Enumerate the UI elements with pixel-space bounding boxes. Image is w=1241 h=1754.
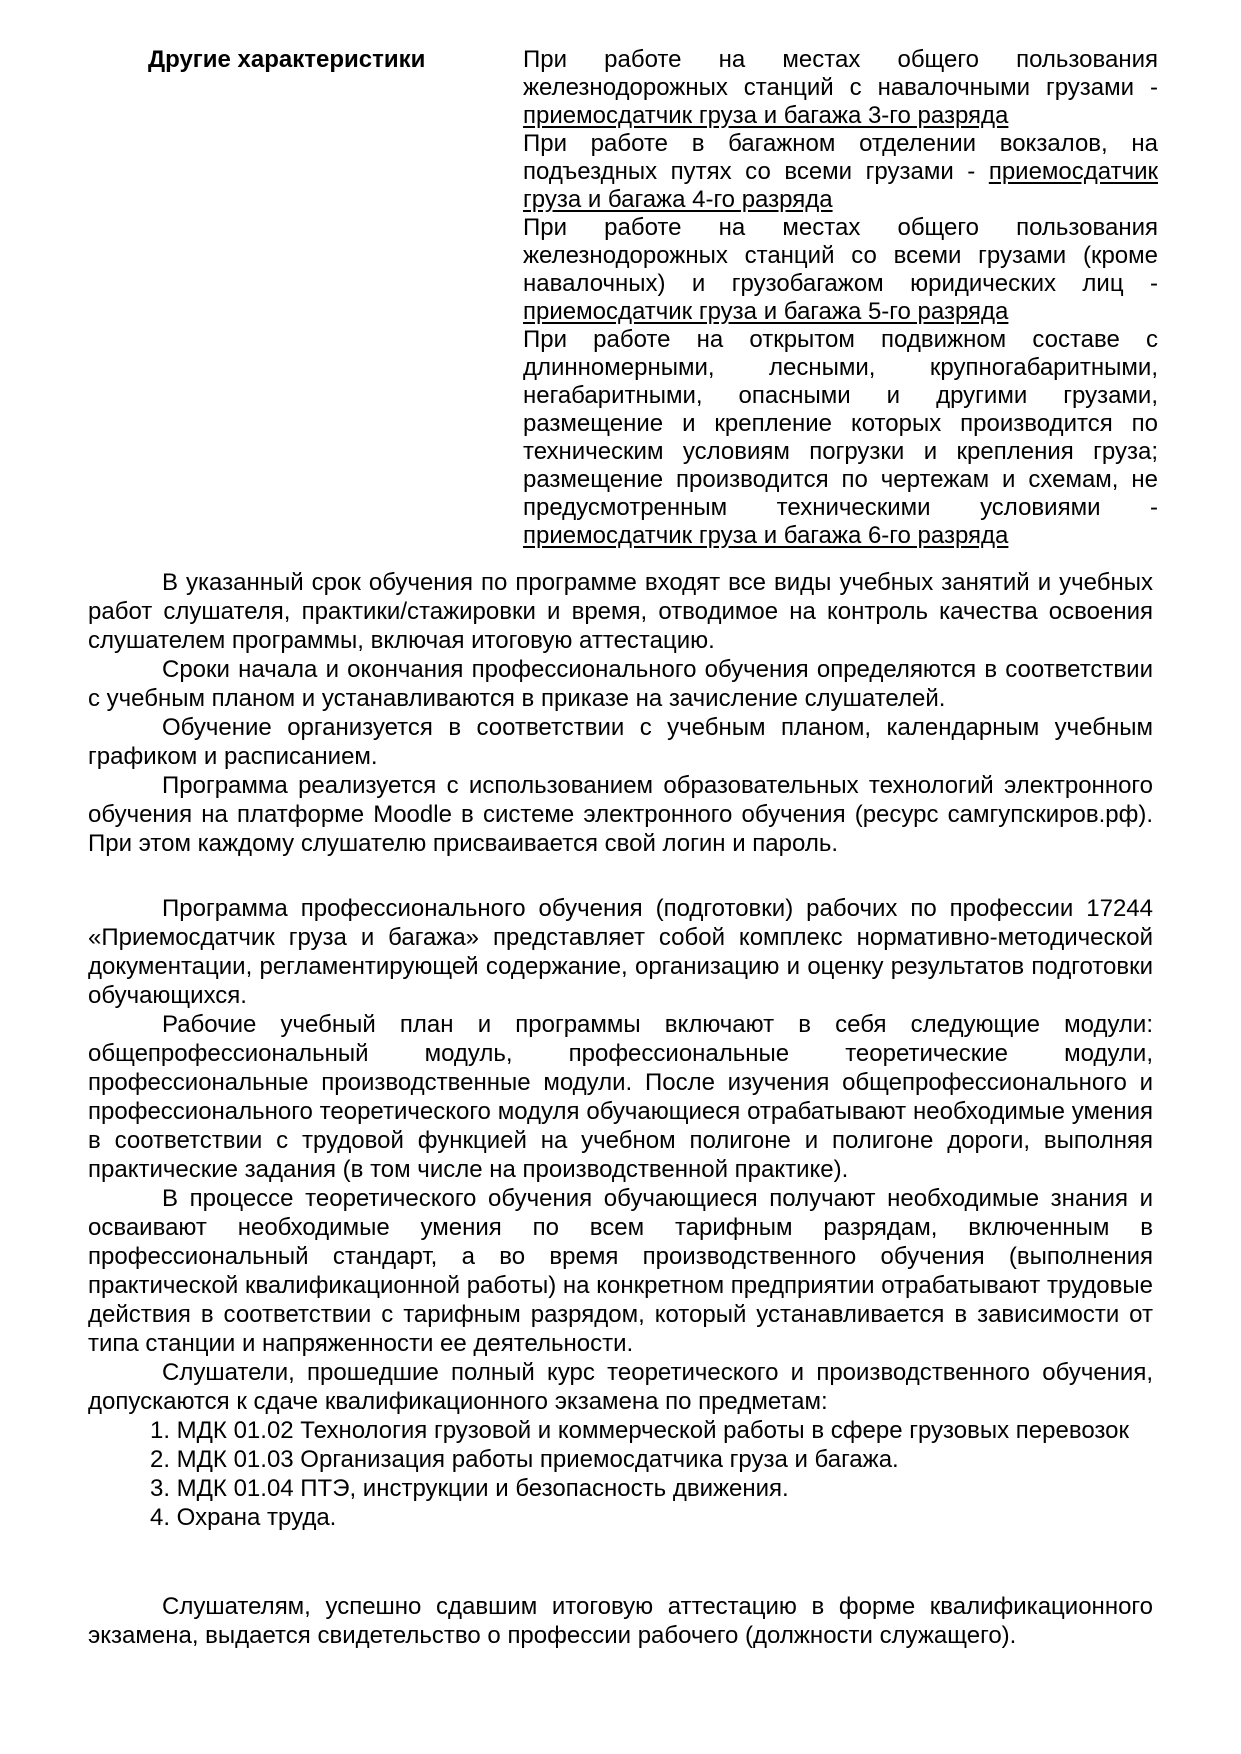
body-paragraph: Рабочие учебный план и программы включают в себя следующие модули: общепрофессиональный модуль, профессиональные теоретические модули, профессиональные производственные модули. После изучения общепрофессионального и профессионального теоретического модуля обучающиеся отрабатывают необходимые умения в соответствии с трудовой функцией на учебном полигоне и полигоне дороги, выполняя практические задания (в том числе на производственной практике).: [88, 1011, 1153, 1183]
characteristic-text: При работе на местах общего пользования железнодорожных станций с навалочными грузами -: [523, 46, 1158, 101]
exam-subject-item: 4. Охрана труда.: [150, 1504, 337, 1531]
body-paragraph: Программа реализуется с использованием образовательных технологий электронного обучения на платформе Moodle в системе электронного обучения (ресурс самгупскиров.рф). При этом каждому слушателю присваивается свой логин и пароль.: [88, 772, 1153, 857]
body-paragraph: Сроки начала и окончания профессионального обучения определяются в соответствии с учебным планом и устанавливаются в приказе на зачисление слушателей.: [88, 656, 1153, 712]
characteristic-text: При работе на местах общего пользования железнодорожных станций со всеми грузами (кроме навалочных) и грузобагажом юридических лиц -: [523, 214, 1158, 297]
body-paragraph: В процессе теоретического обучения обучающиеся получают необходимые знания и осваивают необходимые умения по всем тарифным разрядам, включенным в профессиональный стандарт, а во время производственного обучения (выполнения практической квалификационной работы) на конкретном предприятии отрабатывают трудовые действия в соответствии с тарифным разрядом, который устанавливается в зависимости от типа станции и напряженности ее деятельности.: [88, 1185, 1153, 1357]
qualification-grade-underlined: приемосдатчик груза и багажа 5-го разряда: [523, 298, 1009, 325]
body-paragraph: Программа профессионального обучения (подготовки) рабочих по профессии 17244 «Приемосдатчик груза и багажа» представляет собой комплекс нормативно-методической документации, регламентирующей содержание, организацию и оценку результатов подготовки обучающихся.: [88, 895, 1153, 1009]
closing-paragraph: Слушателям, успешно сдавшим итоговую аттестацию в форме квалификационного экзамена, выдается свидетельство о профессии рабочего (должности служащего).: [88, 1593, 1153, 1649]
body-paragraph: В указанный срок обучения по программе входят все виды учебных занятий и учебных работ слушателя, практики/стажировки и время, отводимое на контроль качества освоения слушателем программы, включая итоговую аттестацию.: [88, 569, 1153, 654]
exam-subject-item: 3. МДК 01.04 ПТЭ, инструкции и безопасность движения.: [150, 1475, 789, 1502]
characteristics-label: Другие характеристики: [148, 46, 426, 73]
characteristics-entries: [523, 46, 1158, 550]
characteristic-entry: [523, 130, 1158, 214]
body-paragraph: Слушатели, прошедшие полный курс теоретического и производственного обучения, допускаются к сдаче квалификационного экзамена по предметам:: [88, 1359, 1153, 1415]
characteristic-entry: [523, 326, 1158, 550]
characteristics-label-cell: [88, 46, 523, 74]
body-paragraph: Обучение организуется в соответствии с учебным планом, календарным учебным графиком и расписанием.: [88, 714, 1153, 770]
characteristic-entry: [523, 214, 1158, 326]
characteristics-row: [88, 46, 1158, 550]
qualification-grade-underlined: приемосдатчик груза и багажа 6-го разряда: [523, 522, 1009, 549]
characteristic-text: При работе на открытом подвижном составе с длинномерными, лесными, крупногабаритными, негабаритными, опасными и другими грузами, размещение и крепление которых производится по техническим условиям погрузки и крепления груза; размещение производится по чертежам и схемам, не предусмотренным техническими условиями -: [523, 326, 1158, 521]
document-body: [88, 568, 1153, 1650]
qualification-grade-underlined: приемосдатчик груза и багажа 4-го разряда: [523, 158, 1158, 213]
exam-subjects-list: [88, 1416, 1153, 1532]
characteristic-text: При работе в багажном отделении вокзалов, на подъездных путях со всеми грузами -: [523, 130, 1158, 185]
characteristic-entry: [523, 46, 1158, 130]
qualification-grade-underlined: приемосдатчик груза и багажа 3-го разряда: [523, 102, 1009, 129]
exam-subject-item: 1. МДК 01.02 Технология грузовой и коммерческой работы в сфере грузовых перевозок: [150, 1417, 1129, 1444]
exam-subject-item: 2. МДК 01.03 Организация работы приемосдатчика груза и багажа.: [150, 1446, 899, 1473]
